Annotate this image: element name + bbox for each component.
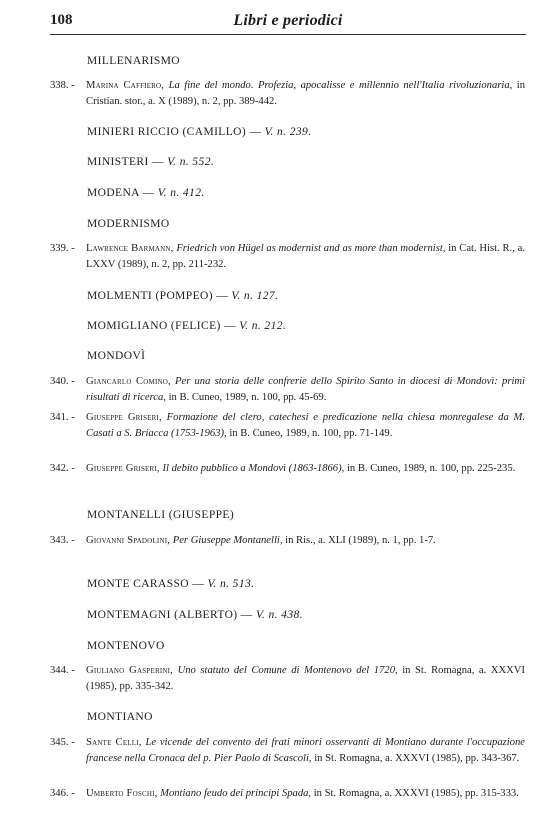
- entry-title: Le vicende del convento dei frati minori osservanti di Montiano durante l'occupazione francese nella Cronaca del p. Pier Paolo di Scascoli,: [86, 737, 525, 764]
- entry-citation: in St. Romagna, a. XXXVI (1985), pp. 343-367.: [314, 752, 520, 764]
- section-heading: MONTANELLI (GIUSEPPE): [87, 509, 235, 521]
- ref-target: V. n. 127.: [231, 290, 279, 302]
- ref-target: V. n. 552.: [167, 156, 215, 168]
- ref-target: V. n. 239.: [264, 126, 312, 138]
- bibliography-entry: [50, 533, 525, 549]
- running-title: Libri e periodici: [233, 12, 343, 29]
- entry-number: 345. -: [50, 737, 75, 748]
- entry-citation: in Cristian. stor., a. X (1989), n. 2, pp. 389-442.: [86, 80, 525, 107]
- running-header: [50, 12, 526, 36]
- section-heading: MILLENARISMO: [87, 55, 180, 67]
- ref-dash: —: [192, 578, 205, 590]
- ref-name: MINISTERI: [87, 156, 149, 168]
- ref-dash: —: [152, 156, 164, 168]
- ref-dash: —: [240, 609, 253, 621]
- entry-number: 339. -: [50, 243, 75, 254]
- entry-title: Friedrich von Hügel as modernist and as more than modernist,: [176, 243, 446, 254]
- entry-title: Formazione del clero, catechesi e predicazione nella chiesa monregalese da M. Casati a S. Briacca (1753-1963),: [86, 412, 525, 439]
- bibliography-entry: [50, 374, 525, 405]
- bibliography-entry: [50, 461, 525, 477]
- ref-name: MONTEMAGNI (ALBERTO): [87, 609, 238, 621]
- ref-target: V. n. 438.: [255, 609, 303, 621]
- entry-author: Giovanni Spadolini,: [86, 535, 171, 546]
- section-heading: MODERNISMO: [87, 218, 170, 230]
- page-number: 108: [50, 12, 73, 28]
- entry-title: La fine del mondo. Profezia, apocalisse e millennio nell'Italia rivoluzionaria,: [168, 80, 513, 91]
- cross-reference: [87, 187, 205, 199]
- cross-reference: [87, 578, 254, 590]
- section-heading: MONTIANO: [87, 711, 153, 723]
- entry-citation: in St. Romagna, a. XXXVI (1985), pp. 335-342.: [86, 665, 525, 692]
- ref-name: MOMIGLIANO (FELICE): [87, 320, 221, 332]
- cross-reference: [87, 156, 214, 168]
- ref-dash: —: [216, 290, 229, 302]
- cross-reference: [87, 290, 278, 302]
- bibliography-entry: [50, 78, 525, 109]
- bibliography-entry: [50, 410, 525, 441]
- entry-title: Per una storia delle confrerie dello Spirito Santo in diocesi di Mondovì: primi risultati di ricerca,: [86, 376, 525, 403]
- entry-number: 342. -: [50, 463, 75, 474]
- cross-reference: [87, 320, 286, 332]
- entry-citation: in B. Cuneo, 1989, n. 100, pp. 71-149.: [229, 427, 393, 439]
- entry-number: 343. -: [50, 535, 75, 546]
- entry-title: Montiano feudo dei principi Spada,: [160, 788, 312, 799]
- entry-author: Marina Caffiero,: [86, 80, 165, 91]
- entry-number: 344. -: [50, 665, 75, 676]
- entry-author: Giuseppe Griseri,: [86, 463, 160, 474]
- ref-name: MINIERI RICCIO (CAMILLO): [87, 126, 247, 138]
- entry-citation: in B. Cuneo, 1989, n. 100, pp. 225-235.: [346, 463, 516, 474]
- ref-dash: —: [224, 320, 236, 332]
- header-rule: [50, 34, 526, 35]
- ref-dash: —: [249, 126, 262, 138]
- entry-number: 341. -: [50, 412, 75, 423]
- entry-number: 340. -: [50, 376, 75, 387]
- entry-citation: in Cat. Hist. R., a. LXXV (1989), n. 2, pp. 211-232.: [86, 243, 525, 270]
- entry-author: Sante Celli,: [86, 737, 142, 748]
- entry-number: 346. -: [50, 788, 75, 799]
- entry-title: Uno statuto del Comune di Montenovo del 1720,: [177, 665, 398, 676]
- ref-name: MONTE CARASSO: [87, 578, 190, 590]
- entry-author: Umberto Foschi,: [86, 788, 158, 799]
- bibliography-entry: [50, 786, 525, 802]
- entry-title: Per Giuseppe Montanelli,: [172, 535, 283, 546]
- bibliography-entry: [50, 241, 525, 272]
- entry-author: Giuseppe Griseri,: [86, 412, 162, 423]
- entry-author: Lawrence Barmann,: [86, 243, 174, 254]
- cross-reference: [87, 609, 303, 621]
- cross-reference: [87, 126, 311, 138]
- ref-name: MOLMENTI (POMPEO): [87, 290, 213, 302]
- bibliography-entry: [50, 663, 525, 694]
- ref-target: V. n. 212.: [239, 320, 287, 332]
- ref-target: V. n. 513.: [207, 578, 255, 590]
- entry-citation: in St. Romagna, a. XXXVI (1985), pp. 315-333.: [313, 788, 519, 799]
- entry-author: Giuliano Gasperini,: [86, 665, 173, 676]
- ref-name: MODENA: [87, 187, 140, 199]
- section-heading: MONTENOVO: [87, 640, 165, 652]
- entry-citation: in B. Cuneo, 1989, n. 100, pp. 45-69.: [168, 391, 327, 403]
- section-heading: MONDOVÌ: [87, 350, 146, 362]
- entry-citation: in Ris., a. XLI (1989), n. 1, pp. 1-7.: [285, 535, 436, 546]
- ref-target: V. n. 412.: [157, 187, 205, 199]
- ref-dash: —: [142, 187, 155, 199]
- bibliography-entry: [50, 735, 525, 766]
- entry-author: Giancarlo Comino,: [86, 376, 171, 387]
- entry-title: Il debito pubblico a Mondovì (1863-1866),: [162, 463, 345, 474]
- entry-number: 338. -: [50, 80, 75, 91]
